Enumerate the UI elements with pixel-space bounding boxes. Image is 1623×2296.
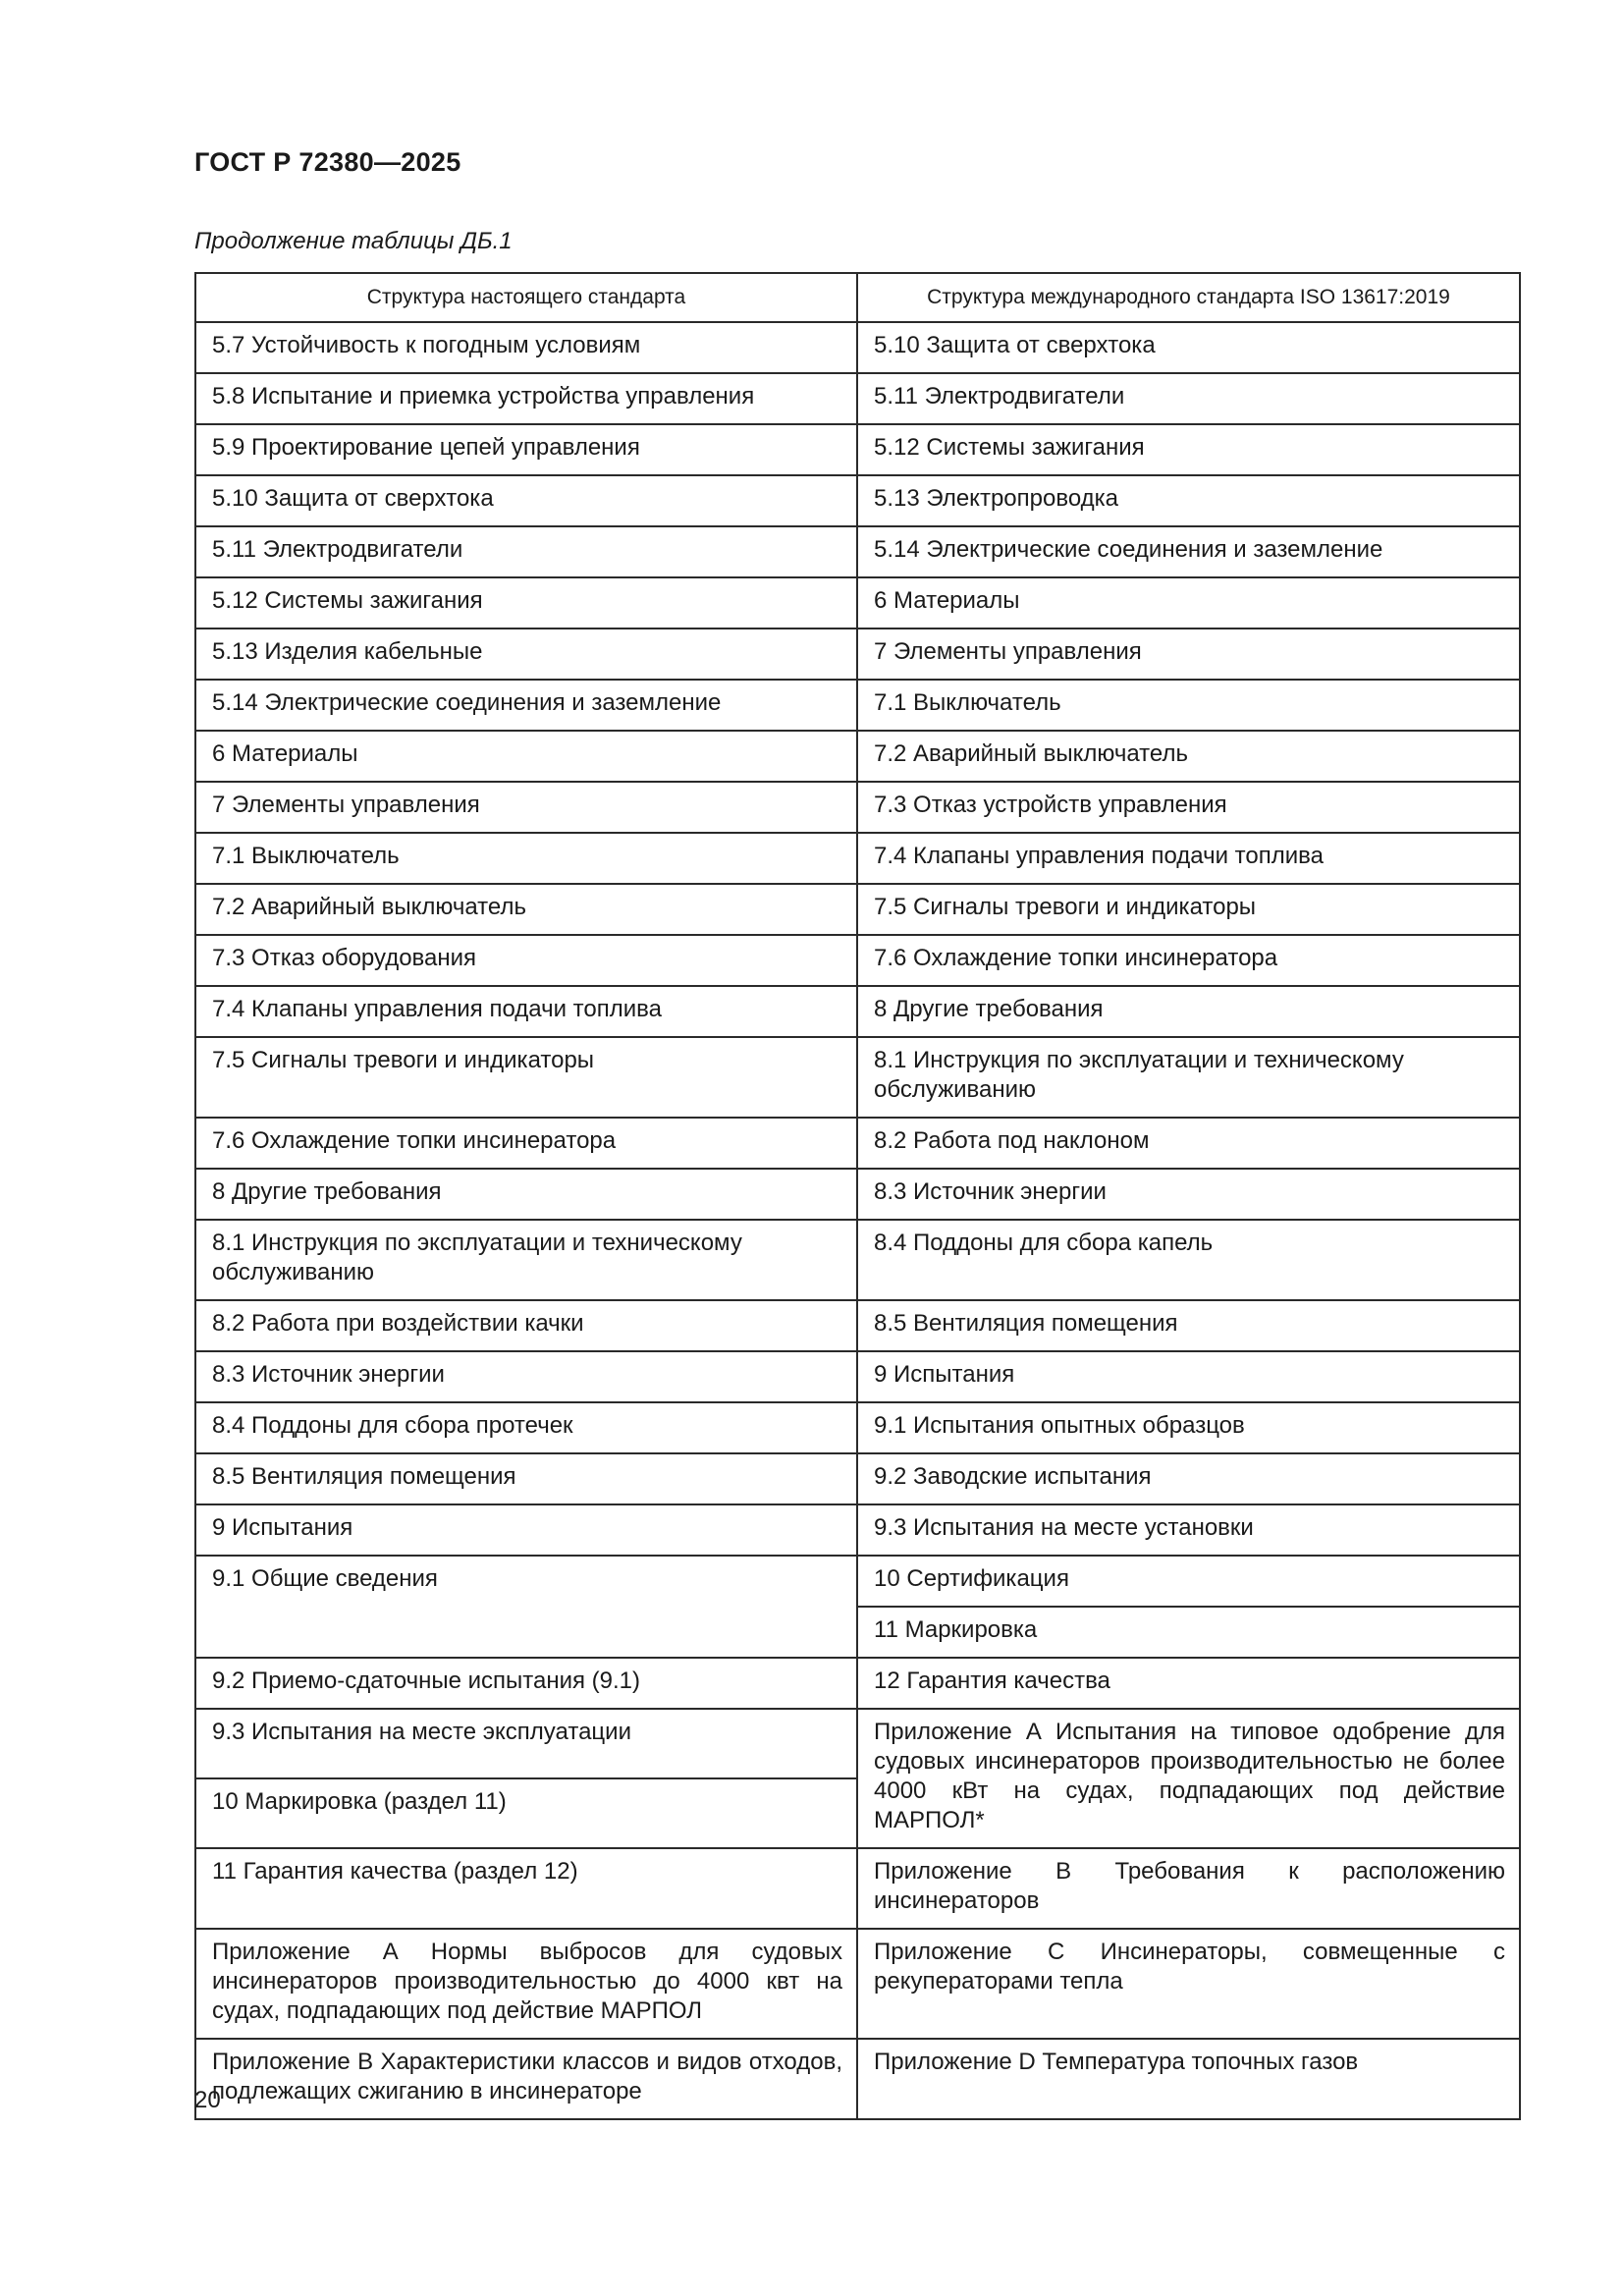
header-national-standard: Структура настоящего стандарта [195, 273, 857, 322]
cell-international: 6 Материалы [857, 577, 1520, 629]
cell-international: 7.1 Выключатель [857, 680, 1520, 731]
cell-national: 7.3 Отказ оборудования [195, 935, 857, 986]
cell-national: 5.8 Испытание и приемка устройства управления [195, 373, 857, 424]
cell-national: Приложение В Характеристики классов и видов отходов, подлежащих сжиганию в инсинераторе [195, 2039, 857, 2119]
cell-national: 9.1 Общие сведения [195, 1556, 857, 1658]
cell-national: 5.7 Устойчивость к погодным условиям [195, 322, 857, 373]
cell-international: 9.1 Испытания опытных образцов [857, 1402, 1520, 1453]
table-row [195, 526, 1520, 577]
cell-national: 8.1 Инструкция по эксплуатации и техническому обслуживанию [195, 1220, 857, 1300]
cell-international: 7.6 Охлаждение топки инсинератора [857, 935, 1520, 986]
table-row [195, 833, 1520, 884]
table-row [195, 731, 1520, 782]
table-row [195, 373, 1520, 424]
table-row [195, 1169, 1520, 1220]
cell-international: 7.5 Сигналы тревоги и индикаторы [857, 884, 1520, 935]
table-row [195, 1504, 1520, 1556]
cell-national: 8.5 Вентиляция помещения [195, 1453, 857, 1504]
cell-national: 7.6 Охлаждение топки инсинератора [195, 1118, 857, 1169]
cell-international: 7.2 Аварийный выключатель [857, 731, 1520, 782]
cell-international: 8.3 Источник энергии [857, 1169, 1520, 1220]
cell-national: 8 Другие требования [195, 1169, 857, 1220]
cell-national: Приложение А Нормы выбросов для судовых инсинераторов производительностью до 4000 квт на судах, подпадающих под действие МАРПОЛ [195, 1929, 857, 2039]
cell-national: 8.4 Поддоны для сбора протечек [195, 1402, 857, 1453]
cell-international: 8.4 Поддоны для сбора капель [857, 1220, 1520, 1300]
cell-national: 9 Испытания [195, 1504, 857, 1556]
cell-national: 5.11 Электродвигатели [195, 526, 857, 577]
cell-national: 7 Элементы управления [195, 782, 857, 833]
table-row [195, 424, 1520, 475]
cell-international: 5.13 Электропроводка [857, 475, 1520, 526]
cell-international: 10 Сертификация [857, 1556, 1520, 1607]
table-row [195, 1037, 1520, 1118]
table-row [195, 1402, 1520, 1453]
cell-international: Приложение D Температура топочных газов [857, 2039, 1520, 2119]
table-row [195, 577, 1520, 629]
table-row [195, 884, 1520, 935]
table-row [195, 1658, 1520, 1709]
cell-national: 7.2 Аварийный выключатель [195, 884, 857, 935]
cell-national: 10 Маркировка (раздел 11) [195, 1778, 857, 1848]
cell-international: 5.12 Системы зажигания [857, 424, 1520, 475]
cell-international: Приложение С Инсинераторы, совмещенные с рекуператорами тепла [857, 1929, 1520, 2039]
cell-national: 5.12 Системы зажигания [195, 577, 857, 629]
table-row [195, 986, 1520, 1037]
cell-national: 8.3 Источник энергии [195, 1351, 857, 1402]
cell-international: 12 Гарантия качества [857, 1658, 1520, 1709]
cell-national: 11 Гарантия качества (раздел 12) [195, 1848, 857, 1929]
cell-national: 7.1 Выключатель [195, 833, 857, 884]
structure-comparison-table [194, 272, 1521, 2120]
cell-international: 9 Испытания [857, 1351, 1520, 1402]
cell-international: Приложение А Испытания на типовое одобрение для судовых инсинераторов производительностью не более 4000 кВт на судах, подпадающих под действие МАРПОЛ* [857, 1709, 1520, 1848]
table-row [195, 1118, 1520, 1169]
cell-international: 5.11 Электродвигатели [857, 373, 1520, 424]
cell-international: 8 Другие требования [857, 986, 1520, 1037]
table-row [195, 1709, 1520, 1778]
header-international-standard: Структура международного стандарта ISO 13617:2019 [857, 273, 1520, 322]
table-row [195, 475, 1520, 526]
cell-international: 9.3 Испытания на месте установки [857, 1504, 1520, 1556]
table-row [195, 2039, 1520, 2119]
page-number: 20 [194, 2087, 221, 2113]
cell-national: 5.10 Защита от сверхтока [195, 475, 857, 526]
cell-international: Приложение В Требования к расположению инсинераторов [857, 1848, 1520, 1929]
document-standard-id: ГОСТ Р 72380—2025 [194, 147, 461, 177]
cell-international: 5.10 Защита от сверхтока [857, 322, 1520, 373]
table-header-row [195, 273, 1520, 322]
cell-international: 5.14 Электрические соединения и заземление [857, 526, 1520, 577]
table-row [195, 1300, 1520, 1351]
table-row [195, 1351, 1520, 1402]
table-row [195, 1848, 1520, 1929]
cell-international: 9.2 Заводские испытания [857, 1453, 1520, 1504]
table-row [195, 629, 1520, 680]
cell-international: 8.2 Работа под наклоном [857, 1118, 1520, 1169]
cell-national: 5.9 Проектирование цепей управления [195, 424, 857, 475]
cell-international: 8.1 Инструкция по эксплуатации и техническому обслуживанию [857, 1037, 1520, 1118]
cell-international: 7.4 Клапаны управления подачи топлива [857, 833, 1520, 884]
table-row [195, 935, 1520, 986]
cell-national: 7.5 Сигналы тревоги и индикаторы [195, 1037, 857, 1118]
cell-national: 5.13 Изделия кабельные [195, 629, 857, 680]
table-row [195, 1453, 1520, 1504]
table-row [195, 680, 1520, 731]
cell-national: 5.14 Электрические соединения и заземление [195, 680, 857, 731]
cell-national: 7.4 Клапаны управления подачи топлива [195, 986, 857, 1037]
table-caption: Продолжение таблицы ДБ.1 [194, 228, 513, 254]
cell-national: 6 Материалы [195, 731, 857, 782]
cell-national: 9.3 Испытания на месте эксплуатации [195, 1709, 857, 1778]
table-row [195, 1929, 1520, 2039]
table-row [195, 322, 1520, 373]
table-row [195, 1556, 1520, 1607]
cell-international: 11 Маркировка [857, 1607, 1520, 1658]
table-row [195, 1220, 1520, 1300]
cell-national: 8.2 Работа при воздействии качки [195, 1300, 857, 1351]
table-row [195, 782, 1520, 833]
cell-international: 8.5 Вентиляция помещения [857, 1300, 1520, 1351]
cell-international: 7.3 Отказ устройств управления [857, 782, 1520, 833]
cell-national: 9.2 Приемо-сдаточные испытания (9.1) [195, 1658, 857, 1709]
cell-international: 7 Элементы управления [857, 629, 1520, 680]
